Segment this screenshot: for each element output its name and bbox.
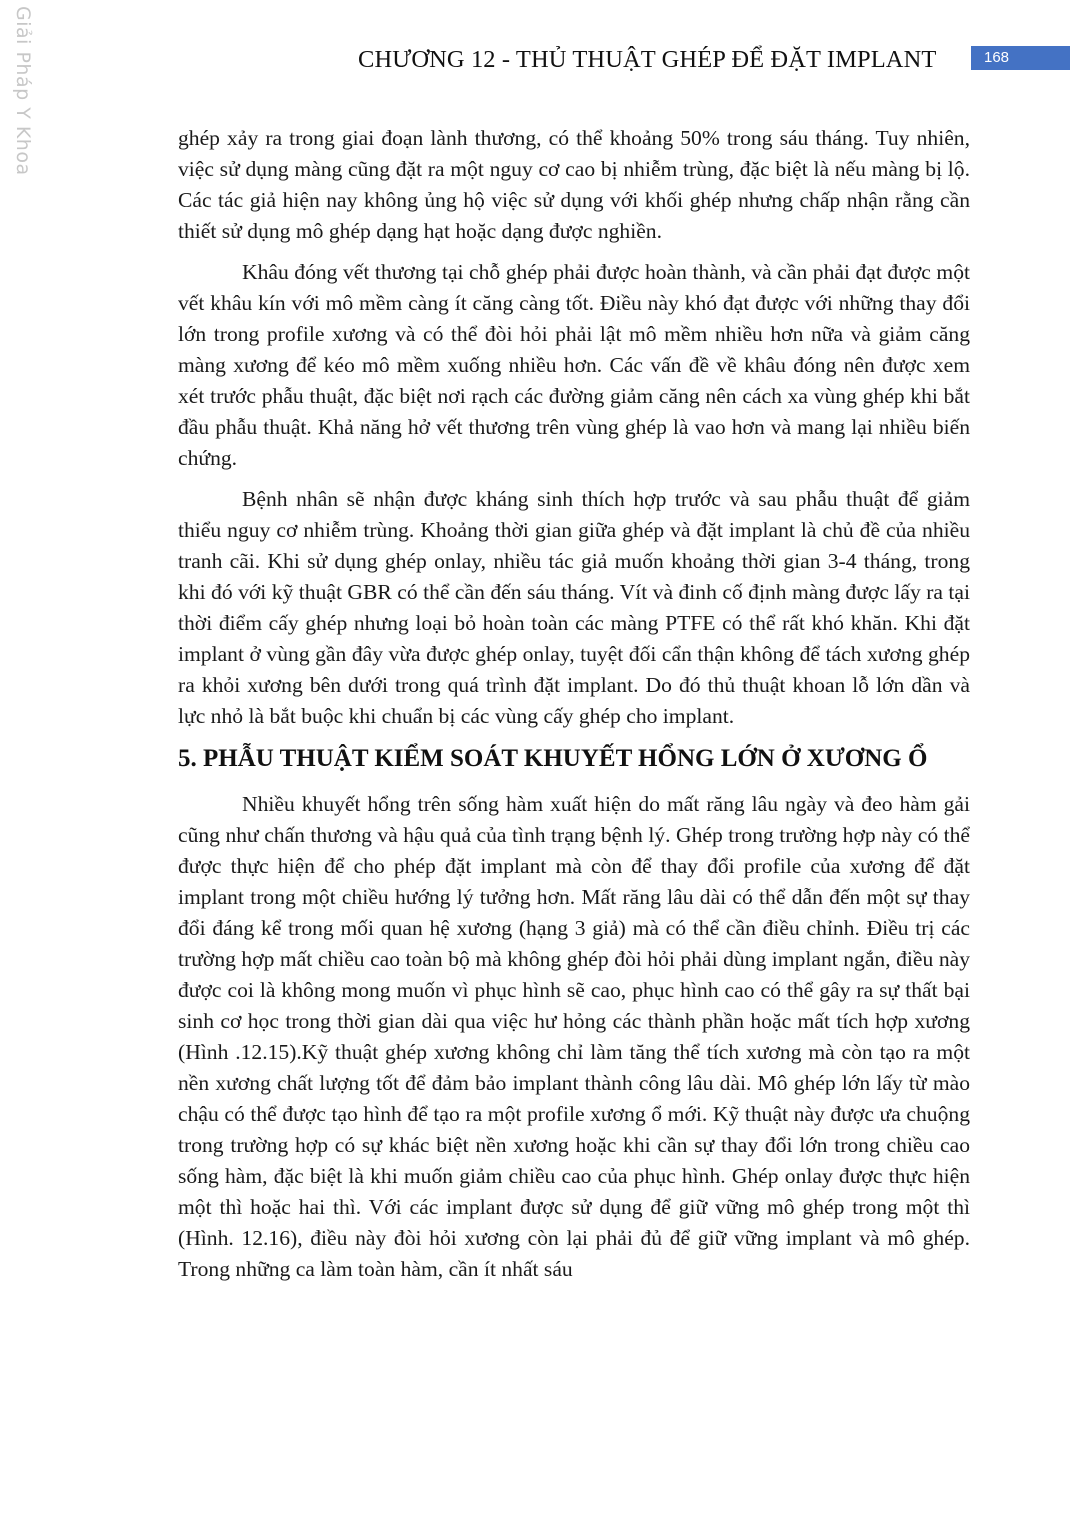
section-heading: 5. PHẪU THUẬT KIỂM SOÁT KHUYẾT HỔNG LỚN Ở XƯƠNG Ổ — [178, 745, 928, 772]
chapter-header: CHƯƠNG 12 - THỦ THUẬT GHÉP ĐỂ ĐẶT IMPLANT — [358, 46, 937, 73]
paragraph-1: ghép xảy ra trong giai đoạn lành thương, có thể khoảng 50% trong sáu tháng. Tuy nhiên, việc sử dụng màng cũng đặt ra một nguy cơ cao bị nhiễm trùng, đặc biệt là nếu màng bị lộ. Các tác giả hiện nay không ủng hộ việc sử dụng với khối ghép nhưng chấp nhận rằng cần thiết sử dụng mô ghép dạng hạt hoặc dạng được nghiền. — [178, 126, 970, 243]
paragraph-4: Nhiều khuyết hổng trên sống hàm xuất hiện do mất răng lâu ngày và đeo hàm gải cũng như chấn thương và hậu quả của tình trạng bệnh lý. Ghép trong trường hợp này có thể được thực hiện để cho phép đặt implant mà còn để thay đổi profile của xương để đặt implant trong một chiều hướng lý tưởng hơn. Mất răng lâu dài có thể dẫn đến một sự thay đổi đáng kể trong mối quan hệ xương (hạng 3 giả) mà có thể cần điều chỉnh. Điều trị các trường hợp mất chiều cao toàn bộ mà không ghép đòi hỏi phải dùng implant ngắn, điều này được coi là không mong muốn vì phục hình sẽ cao, phục hình cao có thể gây ra sự thất bại sinh cơ học trong thời gian dài qua việc hư hỏng các thành phần hoặc mất tích hợp xương (Hình .12.15).Kỹ thuật ghép xương không chỉ làm tăng thể tích xương mà còn tạo ra một nền xương chất lượng tốt để đảm bảo implant thành công lâu dài. Mô ghép lớn lấy từ mào chậu có thể được tạo hình để tạo ra một profile xương ổ mới. Kỹ thuật này được ưa chuộng trong trường hợp có sự khác biệt nền xương hoặc khi cần sự thay đổi lớn trong chiều cao sống hàm, đặc biệt là khi muốn giảm chiều cao của phục hình. Ghép onlay được thực hiện một thì hoặc hai thì. Với các implant được sử dụng để giữ vững mô ghép trong một thì (Hình. 12.16), điều này đòi hỏi xương còn lại phải đủ để giữ vững implant và mô ghép. Trong những ca làm toàn hàm, cần ít nhất sáu — [178, 792, 970, 1281]
page-number-badge: 168 — [971, 46, 1070, 70]
paragraph-2: Khâu đóng vết thương tại chỗ ghép phải được hoàn thành, và cần phải đạt được một vết khâu kín với mô mềm càng ít căng càng tốt. Điều này khó đạt được với những thay đổi lớn trong profile xương và có thể đòi hỏi phải lật mô mềm nhiều hơn nữa và giảm căng màng xương để kéo mô mềm xuống nhiều hơn. Các vấn đề về khâu đóng nên được xem xét trước phẫu thuật, đặc biệt nơi rạch các đường giảm căng nên cách xa vùng ghép khi bắt đầu phẫu thuật. Khả năng hở vết thương trên vùng ghép là vao hơn và mang lại nhiều biến chứng. — [178, 260, 970, 470]
page-content — [178, 123, 970, 1295]
paragraph-3: Bệnh nhân sẽ nhận được kháng sinh thích hợp trước và sau phẫu thuật để giảm thiểu nguy cơ nhiễm trùng. Khoảng thời gian giữa ghép và đặt implant là chủ đề của nhiều tranh cãi. Khi sử dụng ghép onlay, nhiều tác giả muốn khoảng thời gian 3-4 tháng, trong khi đó với kỹ thuật GBR có thể cần đến sáu tháng. Vít và đinh cố định màng được lấy ra tại thời điểm cấy ghép nhưng loại bỏ hoàn toàn các màng PTFE có thể rất khó khăn. Khi đặt implant ở vùng gần đây vừa được ghép onlay, tuyệt đối cẩn thận không để tách xương ghép ra khỏi xương bên dưới trong quá trình đặt implant. Do đó thủ thuật khoan lỗ lớn dần và lực nhỏ là bắt buộc khi chuẩn bị các vùng cấy ghép cho implant. — [178, 487, 970, 728]
watermark: Giải Pháp Y Khoa — [12, 6, 34, 176]
